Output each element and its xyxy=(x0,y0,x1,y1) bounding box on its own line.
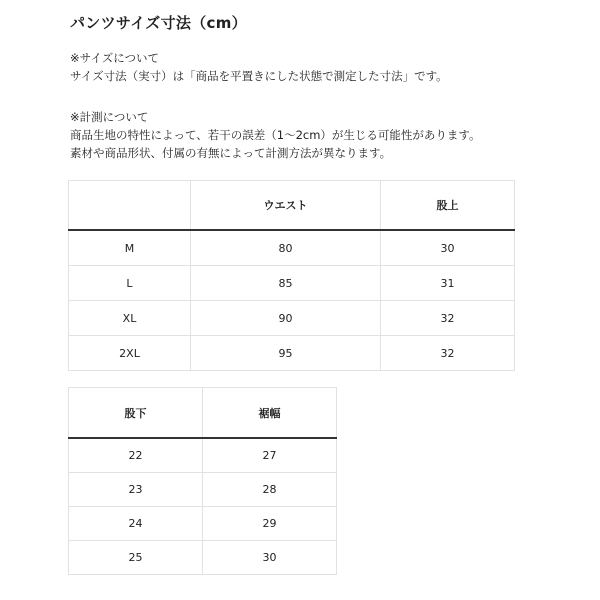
table-row xyxy=(69,473,337,507)
header-hem-width: 裾幅 xyxy=(203,388,337,439)
header-size xyxy=(69,181,191,231)
size-note-heading: ※サイズについて xyxy=(70,51,159,65)
size-label: 2XL xyxy=(69,336,191,371)
rise-value: 32 xyxy=(381,336,515,371)
table-row xyxy=(69,301,515,336)
rise-value: 32 xyxy=(381,301,515,336)
size-label: M xyxy=(69,230,191,266)
table-row xyxy=(69,541,337,575)
size-label: L xyxy=(69,266,191,301)
table-row xyxy=(69,507,337,541)
waist-value: 80 xyxy=(191,230,381,266)
measure-note-line-1: 商品生地の特性によって、若干の誤差（1〜2cm）が生じる可能性があります。 xyxy=(70,128,481,142)
hem-width-value: 30 xyxy=(203,541,337,575)
rise-value: 30 xyxy=(381,230,515,266)
table-row xyxy=(69,336,515,371)
waist-value: 90 xyxy=(191,301,381,336)
measure-note-line-2: 素材や商品形状、付属の有無によって計測方法が異なります。 xyxy=(70,146,392,160)
header-inseam: 股下 xyxy=(69,388,203,439)
table-header-row xyxy=(69,181,515,231)
size-note-text: サイズ寸法（実寸）は「商品を平置きにした状態で測定した寸法」です。 xyxy=(70,69,448,83)
table-row xyxy=(69,230,515,266)
size-note xyxy=(70,49,448,85)
table-row xyxy=(69,266,515,301)
page-title: パンツサイズ寸法（cm） xyxy=(70,14,247,32)
size-label: XL xyxy=(69,301,191,336)
size-table-waist-rise xyxy=(68,180,515,371)
waist-value: 85 xyxy=(191,266,381,301)
size-table-inseam-hem xyxy=(68,387,337,575)
measure-note-heading: ※計測について xyxy=(70,110,149,124)
inseam-value: 24 xyxy=(69,507,203,541)
inseam-value: 25 xyxy=(69,541,203,575)
header-waist: ウエスト xyxy=(191,181,381,231)
waist-value: 95 xyxy=(191,336,381,371)
hem-width-value: 28 xyxy=(203,473,337,507)
inseam-value: 23 xyxy=(69,473,203,507)
header-rise: 股上 xyxy=(381,181,515,231)
hem-width-value: 27 xyxy=(203,438,337,473)
inseam-value: 22 xyxy=(69,438,203,473)
hem-width-value: 29 xyxy=(203,507,337,541)
rise-value: 31 xyxy=(381,266,515,301)
table-row xyxy=(69,438,337,473)
measure-note xyxy=(70,108,481,162)
table-header-row xyxy=(69,388,337,439)
